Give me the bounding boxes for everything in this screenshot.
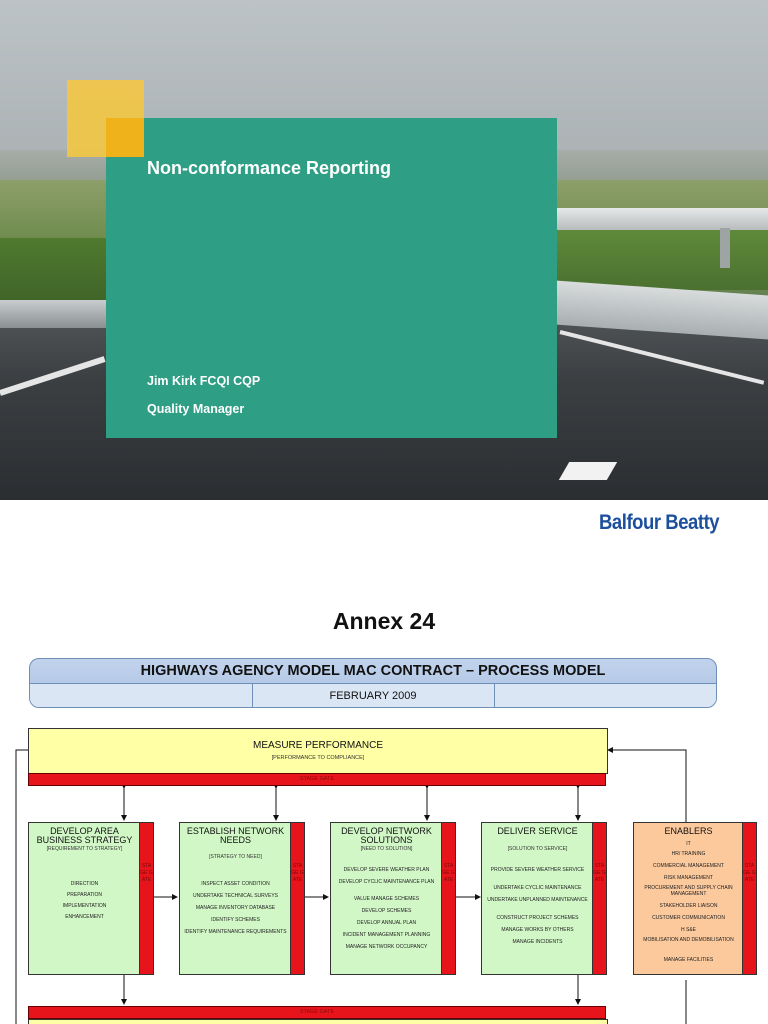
process-item: IMPLEMENTATION bbox=[62, 903, 107, 909]
stage-gate-label: STAGE GATE bbox=[593, 863, 606, 883]
process-item: IDENTIFY SCHEMES bbox=[211, 917, 260, 923]
enabler-item: HR/ TRAINING bbox=[671, 851, 706, 857]
title-panel bbox=[106, 118, 557, 438]
enabler-item: CUSTOMER COMMUNICATION bbox=[652, 915, 725, 921]
process-subtitle: [STRATEGY TO NEED] bbox=[209, 854, 262, 860]
stage-gate-label: STAGE GATE bbox=[291, 863, 304, 883]
process-develop-area-business-strategy bbox=[28, 822, 154, 975]
enablers-box bbox=[633, 822, 757, 975]
gold-corner-accent bbox=[106, 118, 144, 157]
process-title: DEVELOP AREA BUSINESS STRATEGY bbox=[36, 826, 133, 845]
process-item: UNDERTAKE UNPLANNED MAINTENANCE bbox=[487, 897, 588, 903]
author-role: Quality Manager bbox=[147, 402, 245, 416]
process-establish-network-needs bbox=[179, 822, 305, 975]
process-item: UNDERTAKE CYCLIC MAINTENANCE bbox=[493, 885, 582, 891]
enabler-item: H S&E bbox=[680, 927, 696, 933]
measure-title: MEASURE PERFORMANCE bbox=[252, 740, 383, 751]
process-item: PROVIDE SEVERE WEATHER SERVICE bbox=[490, 867, 585, 873]
process-item: MANAGE NETWORK OCCUPANCY bbox=[345, 944, 428, 950]
header-title: HIGHWAYS AGENCY MODEL MAC CONTRACT – PROCESS MODEL bbox=[140, 663, 606, 679]
process-subtitle: [NEED TO SOLUTION] bbox=[360, 846, 413, 852]
stage-gate-label: STAGE GATE bbox=[743, 863, 756, 883]
annex-title: Annex 24 bbox=[332, 608, 436, 634]
process-develop-network-solutions bbox=[330, 822, 456, 975]
process-item: INCIDENT MANAGEMENT PLANNING bbox=[342, 932, 431, 938]
stage-gate-label: STAGE GATE bbox=[442, 863, 455, 883]
process-item: IDENTIFY MAINTENANCE REQUIREMENTS bbox=[184, 929, 287, 935]
process-subtitle: [REQUIREMENT TO STRATEGY] bbox=[46, 846, 123, 852]
slide-title: Non-conformance Reporting bbox=[147, 158, 392, 178]
process-item: VALUE MANAGE SCHEMES bbox=[353, 896, 420, 902]
process-item: ENHANCEMENT bbox=[65, 914, 104, 920]
enabler-item: MANAGE FACILITIES bbox=[663, 957, 714, 963]
stage-gate-bar-top: STAGE GATE bbox=[28, 773, 606, 786]
process-item: PREPARATION bbox=[66, 892, 103, 898]
bottom-box-edge bbox=[28, 1019, 608, 1024]
enabler-item: MOBILISATION AND DEMOBILISATION bbox=[643, 937, 734, 943]
process-title: DEVELOP NETWORK SOLUTIONS bbox=[341, 826, 432, 845]
stage-gate-strip bbox=[592, 823, 606, 974]
process-item: MANAGE INVENTORY DATABASE bbox=[195, 905, 276, 911]
stage-gate-strip bbox=[742, 823, 756, 974]
process-item: DEVELOP CYCLIC MAINTENANCE PLAN bbox=[338, 879, 435, 885]
measure-performance-box bbox=[28, 728, 608, 774]
process-title: ESTABLISH NETWORK NEEDS bbox=[186, 826, 285, 845]
header-date: FEBRUARY 2009 bbox=[329, 690, 417, 702]
stage-gate-label: STAGE GATE bbox=[140, 863, 153, 883]
stage-gate-strip bbox=[290, 823, 304, 974]
enabler-item: IT bbox=[686, 841, 691, 847]
enabler-item: COMMERCIAL MANAGEMENT bbox=[653, 863, 724, 869]
process-item: DEVELOP SEVERE WEATHER PLAN bbox=[343, 867, 430, 873]
enabler-item: RISK MANAGEMENT bbox=[664, 875, 713, 881]
stage-gate-strip bbox=[441, 823, 455, 974]
stage-gate-bar-bottom: STAGE GATE bbox=[28, 1006, 606, 1019]
enabler-item: STAKEHOLDER LIAISON bbox=[659, 903, 718, 909]
process-item: MANAGE INCIDENTS bbox=[512, 939, 563, 945]
stage-gate-strip bbox=[139, 823, 153, 974]
process-title: DELIVER SERVICE bbox=[497, 826, 578, 836]
enablers-title: ENABLERS bbox=[664, 826, 713, 836]
balfour-beatty-logo: Balfour Beatty bbox=[599, 511, 720, 534]
process-item: CONSTRUCT PROJECT SCHEMES bbox=[496, 915, 579, 921]
process-subtitle: [SOLUTION TO SERVICE] bbox=[507, 846, 568, 852]
process-item: DEVELOP SCHEMES bbox=[361, 908, 412, 914]
enabler-item: PROCUREMENT AND SUPPLY CHAIN MANAGEMENT bbox=[644, 885, 733, 897]
process-model-slide bbox=[0, 560, 768, 1024]
process-item: UNDERTAKE TECHNICAL SURVEYS bbox=[192, 893, 279, 899]
process-item: INSPECT ASSET CONDITION bbox=[201, 881, 270, 887]
process-item: DIRECTION bbox=[70, 881, 99, 887]
process-item: DEVELOP ANNUAL PLAN bbox=[356, 920, 417, 926]
measure-subtitle: [PERFORMANCE TO COMPLIANCE] bbox=[271, 755, 365, 761]
author-name: Jim Kirk FCQI CQP bbox=[147, 374, 261, 388]
process-item: MANAGE WORKS BY OTHERS bbox=[501, 927, 574, 933]
process-deliver-service bbox=[481, 822, 607, 975]
